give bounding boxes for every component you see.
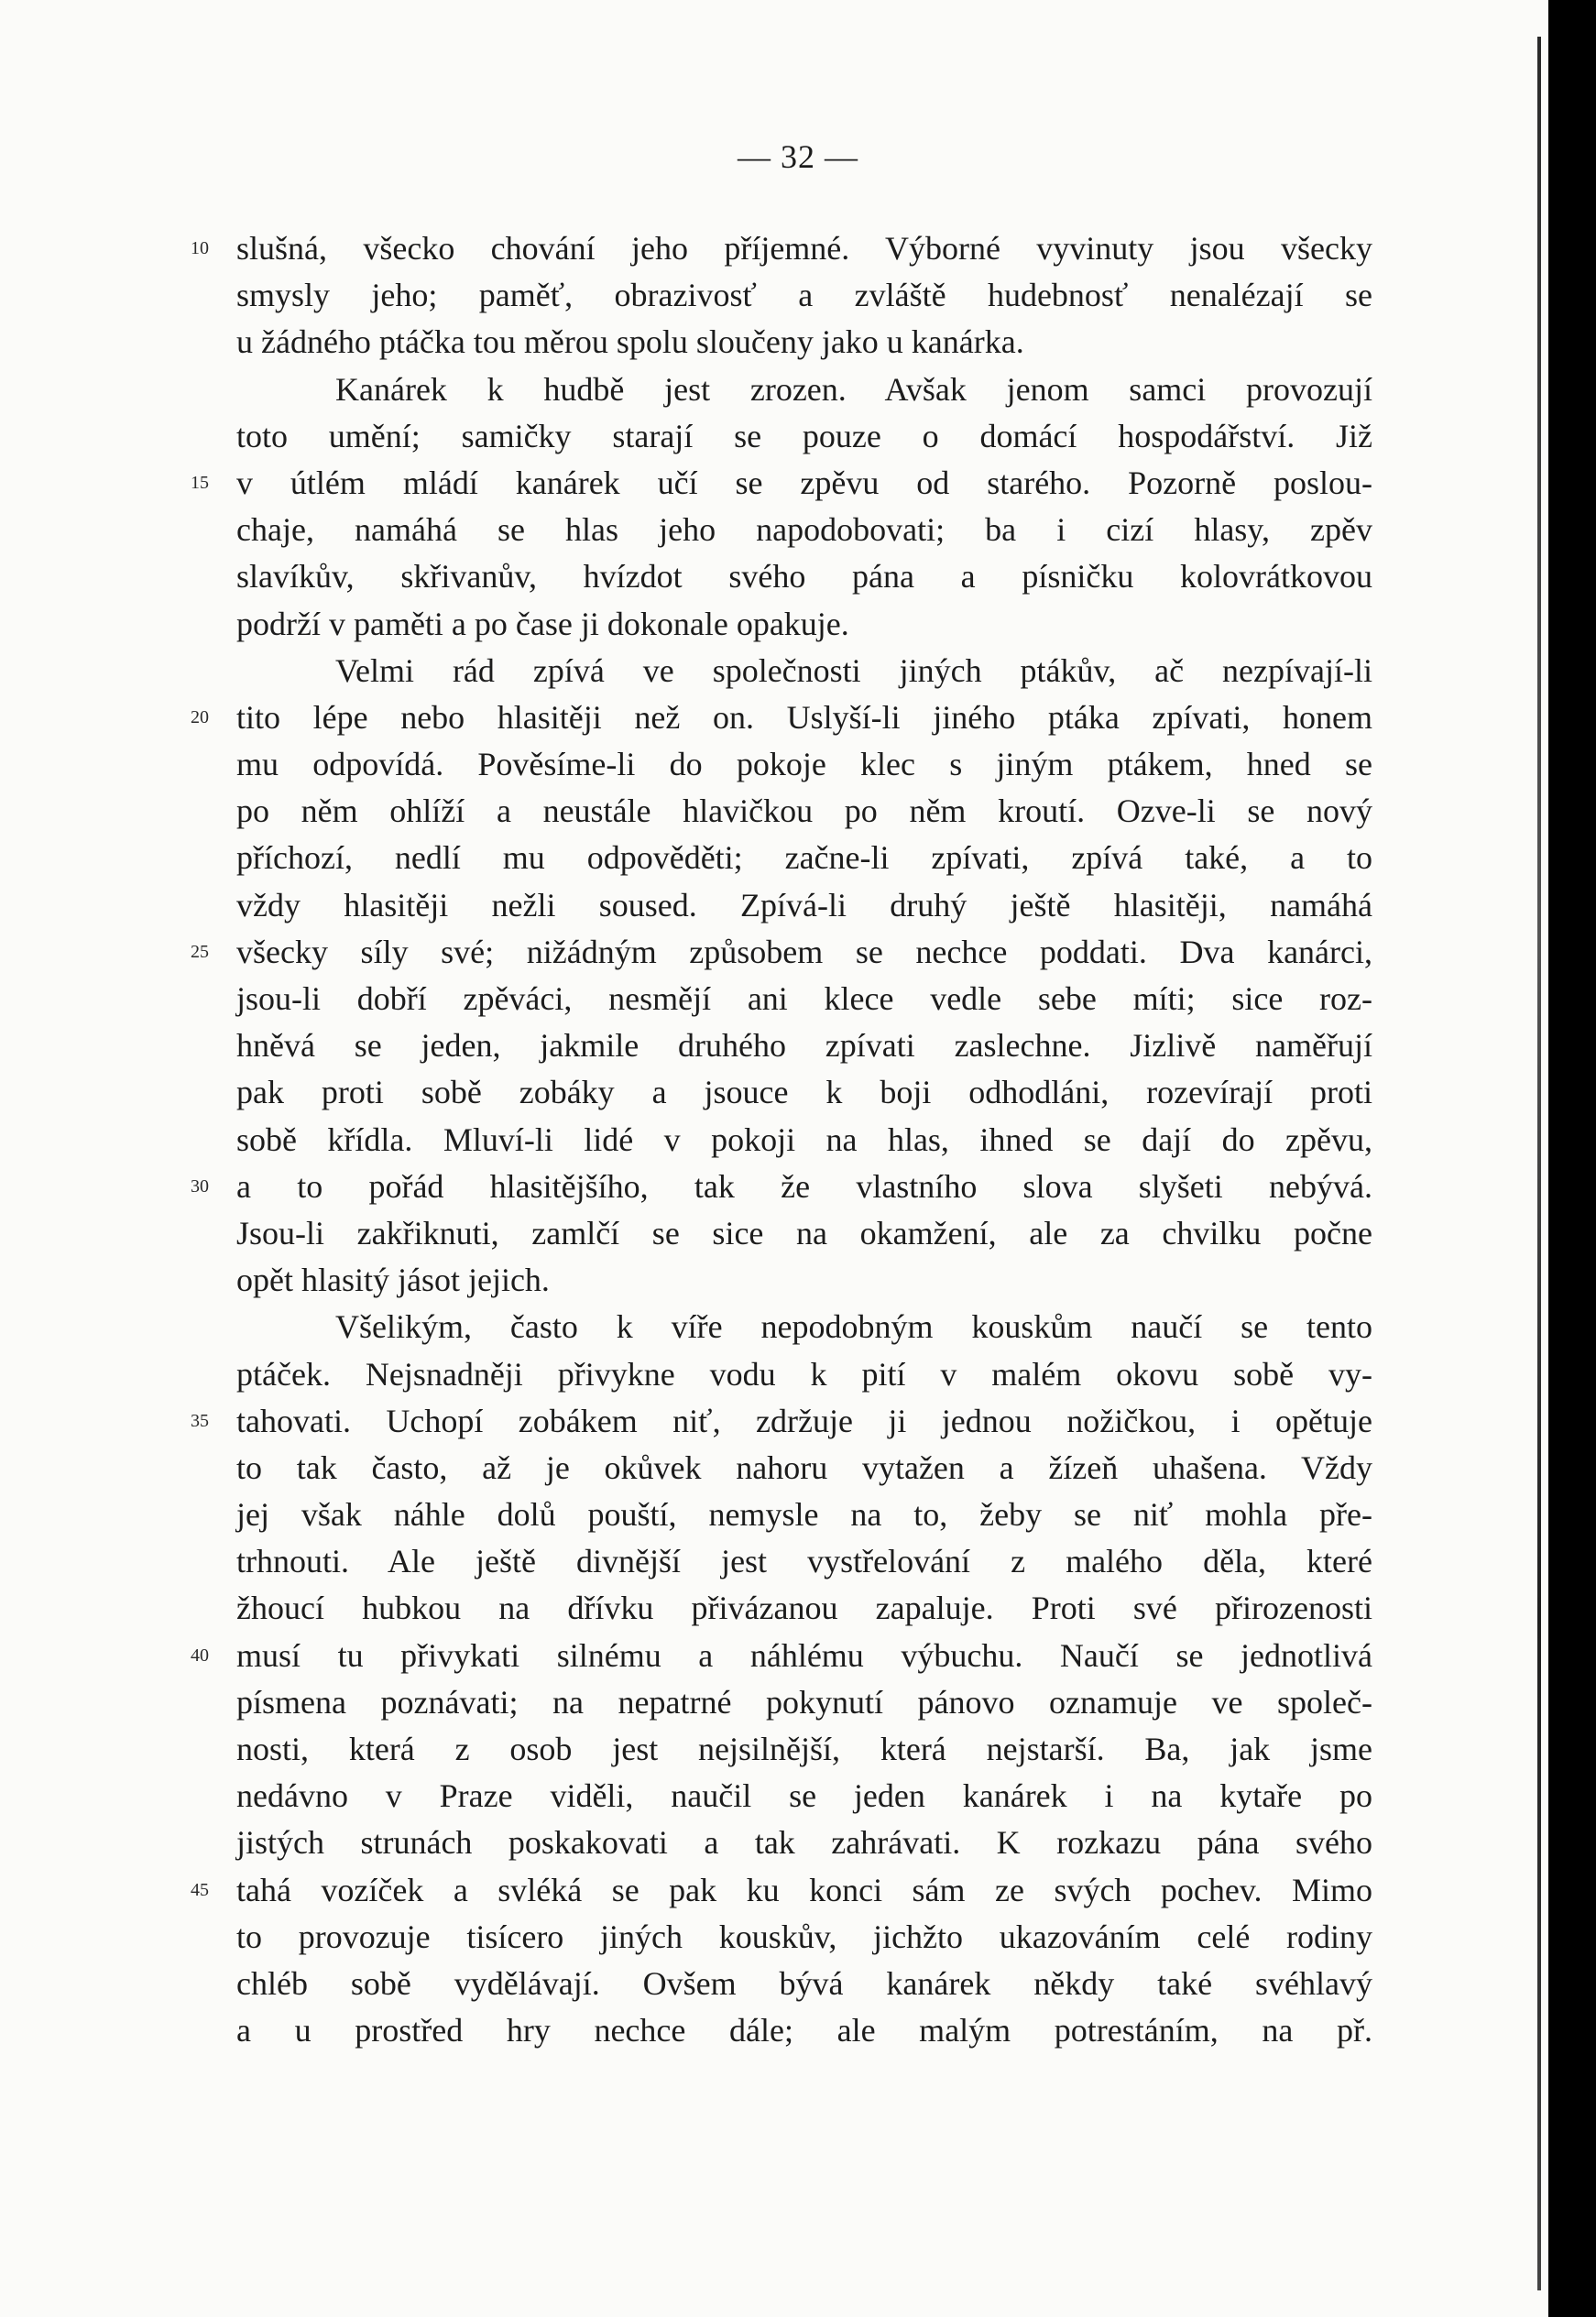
text-line-31 [191, 1633, 1372, 1679]
text-line-19 [236, 1069, 1372, 1116]
text-line-21 [191, 1164, 1372, 1210]
line-text: Kanárek k hudbě jest zrozen. Avšak jenom samci provozují [335, 370, 1372, 408]
line-text: a u prostřed hry nechce dále; ale malým potrestáním, na př. [236, 2012, 1372, 2049]
line-number: 15 [191, 472, 209, 493]
line-text: musí tu přivykati silnému a náhlému výbuchu. Naučí se jednotlivá [236, 1636, 1372, 1674]
text-line-38 [236, 1961, 1372, 2007]
text-line-36 [191, 1867, 1372, 1914]
text-line-33 [236, 1726, 1372, 1773]
page-number: — 32 — [738, 138, 858, 175]
text-line-32 [236, 1679, 1372, 1726]
line-text: slavíkův, skřivanův, hvízdot svého pána a písničku kolovrátkovou [236, 558, 1372, 596]
page-edge-shadow [1537, 37, 1541, 2290]
text-line-29 [236, 1538, 1372, 1585]
text-line-5 [236, 413, 1372, 460]
line-text: chléb sobě vydělávají. Ovšem bývá kanárek někdy také svéhlavý [236, 1964, 1372, 2002]
text-line-3 [236, 319, 1372, 366]
line-text: Velmi rád zpívá ve společnosti jiných ptákův, ač nezpívají-li [335, 651, 1372, 689]
text-line-17 [236, 976, 1372, 1022]
line-text: ptáček. Nejsnadněji přivykne vodu k pití v malém okovu sobě vy- [236, 1355, 1372, 1393]
text-line-1 [191, 225, 1372, 272]
line-text: žhoucí hubkou na dřívku přivázanou zapaluje. Proti své přirozenosti [236, 1590, 1372, 1627]
text-line-25 [236, 1351, 1372, 1398]
text-line-18 [236, 1022, 1372, 1069]
line-text: tito lépe nebo hlasitěji než on. Uslyší-li jiného ptáka zpívati, honem [236, 698, 1372, 736]
text-line-30 [236, 1585, 1372, 1632]
text-line-4 [236, 366, 1372, 413]
text-line-16 [191, 929, 1372, 976]
line-text: mu odpovídá. Pověsíme-li do pokoje klec s jiným ptákem, hned se [236, 746, 1372, 783]
line-number: 35 [191, 1410, 209, 1431]
line-number: 30 [191, 1175, 209, 1197]
line-number: 40 [191, 1645, 209, 1666]
text-line-28 [236, 1492, 1372, 1538]
line-number: 45 [191, 1879, 209, 1900]
text-line-6 [191, 460, 1372, 507]
line-text: podrží v paměti a po čase ji dokonale opakuje. [236, 605, 849, 642]
line-text: nosti, která z osob jest nejsilnější, která nejstarší. Ba, jak jsme [236, 1731, 1372, 1767]
line-text: smysly jeho; paměť, obrazivosť a zvláště hudebnosť nenalézají se [236, 277, 1372, 314]
line-text: pak proti sobě zobáky a jsouce k boji odhodláni, rozevírají proti [236, 1074, 1372, 1111]
text-line-10 [236, 648, 1372, 694]
text-line-34 [236, 1773, 1372, 1820]
text-line-12 [236, 741, 1372, 788]
line-number: 20 [191, 706, 209, 727]
line-text: opět hlasitý jásot jejich. [236, 1262, 550, 1299]
text-line-26 [191, 1398, 1372, 1445]
text-line-13 [236, 788, 1372, 835]
line-text: chaje, namáhá se hlas jeho napodobovati; ba i cizí hlasy, zpěv [236, 511, 1372, 549]
text-line-20 [236, 1117, 1372, 1164]
line-text: tahovati. Uchopí zobákem niť, zdržuje ji jednou nožičkou, i opětuje [236, 1402, 1372, 1439]
text-line-35 [236, 1820, 1372, 1866]
line-text: Všelikým, často k víře nepodobným kouskům naučí se tento [335, 1308, 1372, 1346]
text-line-7 [236, 507, 1372, 553]
line-text: příchozí, nedlí mu odpověděti; začne-li zpívati, zpívá také, a to [236, 839, 1372, 877]
line-text: slušná, všecko chování jeho příjemné. Výborné vyvinuty jsou všecky [236, 230, 1372, 267]
line-text: všecky síly své; nižádným způsobem se nechce poddati. Dva kanárci, [236, 933, 1372, 970]
line-text: u žádného ptáčka tou měrou spolu sloučeny jako u kanárka. [236, 323, 1024, 361]
text-line-15 [236, 882, 1372, 929]
text-line-39 [236, 2007, 1372, 2054]
line-text: a to pořád hlasitějšího, tak že vlastního slova slyšeti nebývá. [236, 1167, 1372, 1205]
line-text: jistých strunách poskakovati a tak zahrávati. K rozkazu pána svého [236, 1824, 1372, 1862]
line-text: Jsou-li zakřiknuti, zamlčí se sice na okamžení, ale za chvilku počne [236, 1214, 1372, 1251]
text-line-37 [236, 1914, 1372, 1961]
line-text: jej však náhle dolů pouští, nemysle na to, žeby se niť mohla pře- [236, 1496, 1372, 1534]
line-text: hněvá se jeden, jakmile druhého zpívati zaslechne. Jizlivě naměřují [236, 1027, 1372, 1065]
line-text: to provozuje tisícero jiných kouskův, jichžto ukazováním celé rodiny [236, 1918, 1372, 1955]
body-text [191, 225, 1372, 2054]
line-text: trhnouti. Ale ještě divnější jest vystřelování z malého děla, které [236, 1543, 1372, 1580]
text-line-9 [236, 601, 1372, 648]
text-line-8 [236, 553, 1372, 600]
text-line-14 [236, 835, 1372, 881]
line-text: jsou-li dobří zpěváci, nesmějí ani klece vedle sebe míti; sice roz- [236, 980, 1372, 1017]
text-line-2 [236, 272, 1372, 319]
line-text: toto umění; samičky starají se pouze o domácí hospodářství. Již [236, 417, 1372, 454]
line-text: po něm ohlíží a neustále hlavičkou po něm kroutí. Ozve-li se nový [236, 792, 1372, 830]
line-text: nedávno v Praze viděli, naučil se jeden kanárek i na kytaře po [236, 1777, 1372, 1815]
line-text: písmena poznávati; na nepatrné pokynutí pánovo oznamuje ve společ- [236, 1683, 1372, 1721]
line-number: 25 [191, 941, 209, 962]
line-text: v útlém mládí kanárek učí se zpěvu od starého. Pozorně poslou- [236, 464, 1372, 501]
line-text: to tak často, až je okůvek nahoru vytažen a žízeň uhašena. Vždy [236, 1448, 1372, 1486]
line-text: sobě křídla. Mluví-li lidé v pokoji na hlas, ihned se dají do zpěvu, [236, 1120, 1372, 1158]
line-text: vždy hlasitěji nežli soused. Zpívá-li druhý ještě hlasitěji, namáhá [236, 886, 1372, 924]
text-line-23 [236, 1257, 1372, 1304]
text-line-24 [236, 1304, 1372, 1350]
line-number: 10 [191, 238, 209, 258]
text-line-22 [236, 1210, 1372, 1257]
text-line-11 [191, 694, 1372, 741]
text-line-27 [236, 1445, 1372, 1492]
line-text: tahá vozíček a svléká se pak ku konci sám ze svých pochev. Mimo [236, 1871, 1372, 1908]
